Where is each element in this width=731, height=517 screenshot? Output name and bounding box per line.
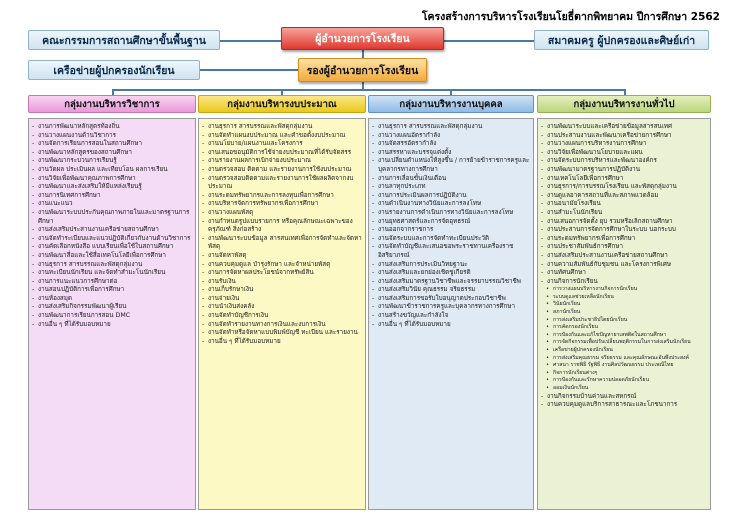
list-item: - งานส่งเสริมมาตรฐานวิชาชีพและจรรยาบรรณวิชาชีพ [372, 278, 530, 287]
list-item: - งานระดมทรัพยากรและการลงทุนเพื่อการศึกษา [202, 192, 362, 201]
list-item: - งานการแนะแนวการศึกษาต่อ [32, 278, 192, 287]
list-item: - งานรายงานการดำเนินการทางวินัยและการลงโทษ [372, 209, 530, 218]
list-item: - งานวัดผล ประเมินผล และเทียบโอน ผลการเรียน [32, 166, 192, 175]
list-item: - งานสำมะโนนักเรียน [541, 209, 707, 218]
list-item: - งานจัดระบบและการจัดทำทะเบียนประวัติ [372, 235, 530, 244]
list-item: - งานประสานงานและพัฒนาเครือข่ายการศึกษา [541, 132, 707, 141]
list-item: - งานนำเงินส่งคลัง [202, 303, 362, 312]
sub-list-item: • สภานักเรียน [541, 309, 707, 317]
list-item: - งานทัศนศึกษา [541, 269, 707, 278]
list-item: - งานควบคุมดูแล บำรุงรักษา และจำหน่ายพัสดุ [202, 261, 362, 270]
academic-group-list [28, 118, 196, 510]
list-item: - งานวิจัยเพื่อพัฒนาคุณภาพการศึกษา [32, 175, 192, 184]
list-item: - งานสร้างขวัญและกำลังใจ [372, 312, 530, 321]
budget-group-header: กลุ่มงานบริหารงบประมาณ [198, 95, 366, 113]
academic-group-header: กลุ่มงานบริหารวิชาการ [28, 95, 196, 113]
list-item: - งานอื่น ๆ ที่ได้รับมอบหมาย [202, 338, 362, 347]
list-item: - งานนโยบาย/แผนงานและโครงการ [202, 140, 362, 149]
sub-list-item: • วินัยนักเรียน [541, 301, 707, 309]
personnel-group-header: กลุ่มงานบริหารงานบุคคล [368, 95, 534, 113]
sub-list-item: • การส่งเสริมประชาธิปไตยนักเรียน [541, 317, 707, 325]
sub-list-item: • การคัดกรองนักเรียน [541, 324, 707, 332]
list-item: - งานส่งเสริมการขอรับใบอนุญาตประกอบวิชาชีพ [372, 295, 530, 304]
sub-list-item: • การจัดกิจกรรมเพื่อปรับเปลี่ยนพฤติกรรมในการส่งเสริมนักเรียน [541, 339, 707, 347]
connector-line [444, 40, 534, 42]
list-item: - งานเก็บรักษาเงิน [202, 286, 362, 295]
list-item: - งานพัฒนาข้าราชการครูและบุคลากรทางการศึกษา [372, 303, 530, 312]
list-item: - งานจัดทำระเบียบและแนวปฏิบัติเกี่ยวกับงานด้านวิชาการ [32, 235, 192, 244]
general-group-header: กลุ่มงานบริหารงานทั่วไป [537, 95, 711, 113]
association-box: สมาคมครู ผู้ปกครองและศิษย์เก่า [534, 30, 709, 50]
list-item: - งานธุรการ สารบรรณและพัสดุกลุ่มงาน [372, 123, 530, 132]
list-item: - งานเทคโนโลยีเพื่อการศึกษา [541, 175, 707, 184]
list-item: - งานควบคุมดูแลบริการสาธารณะและโภชนาการ [541, 401, 707, 410]
list-item: - งานพัฒนาหลักสูตรของสถานศึกษา [32, 149, 192, 158]
list-item: - งานดำเนินงานทางวินัยและการลงโทษ [372, 200, 530, 209]
list-item: - งานจัดทำรายงานทางการเงินและงบการเงิน [202, 321, 362, 330]
list-item: - งานพัฒนาการเรียนการสอน DMC [32, 312, 192, 321]
list-item: - งานพัฒนาและส่งเสริมให้มีแหล่งเรียนรู้ [32, 183, 192, 192]
list-item: - งานกิจการนักเรียน [541, 278, 707, 287]
list-item: - งานลาทุกประเภท [372, 183, 530, 192]
list-item: - งานส่งเสริมและยกย่องเชิดชูเกียรติ [372, 269, 530, 278]
list-item: - งานคัดเลือกหนังสือ แบบเรียนเพื่อใช้ในสถานศึกษา [32, 243, 192, 252]
list-item: - งานประสานการจัดการศึกษาในระบบ นอกระบบ [541, 226, 707, 235]
list-item: - งานส่งเสริมประสานงานเครือข่ายสถานศึกษา [32, 226, 192, 235]
list-item: - งานทะเบียนนักเรียน และจัดทำสำมะโนนักเรียน [32, 269, 192, 278]
list-item: - งานวางแผนอัตรากำลัง [372, 132, 530, 141]
list-item: - งานส่งเสริมกิจกรรมพัฒนาผู้เรียน [32, 303, 192, 312]
list-item: - งานธุรการ สารบรรณและพัสดุกลุ่มงาน [202, 123, 362, 132]
personnel-group-list [368, 118, 534, 510]
budget-group-list [198, 118, 366, 510]
connector-line [200, 69, 298, 71]
chart-title: โครงสร้างการบริหารโรงเรียนโยธี่ตากพิทยาคม ปีการศึกษา 2562 [421, 11, 720, 23]
list-item: - งานจัดทำบัญชีและเสนอขอพระราชทานเครื่องราชอิสริยาภรณ์ [372, 243, 530, 260]
list-item: - งานยุทธศาสตร์และการจัดอุทธรณ์ [372, 218, 530, 227]
director-box: ผู้อำนวยการโรงเรียน [281, 27, 444, 50]
list-item: - งานจัดหาพัสดุ [202, 252, 362, 261]
connector-line [220, 40, 281, 42]
list-item: - งานวางแผนการบริหารงานการศึกษา [541, 140, 707, 149]
list-item: - งานธุรการ/การบรรณโรงเรียน และพัสดุกลุ่มงาน [541, 183, 707, 192]
list-item: - งานดูแลอาคารสถานที่และสภาพแวดล้อม [541, 192, 707, 201]
list-item: - งานสรรหาและบรรจุแต่งตั้ง [372, 149, 530, 158]
list-item: - งานจัดการเรียนการสอนในสถานศึกษา [32, 140, 192, 149]
list-item: - งานออกจากราชการ [372, 226, 530, 235]
sub-list-item: • การป้องกันและรักษาความปลอดภัยนักเรียน [541, 377, 707, 385]
list-item: - งานสอนปฏิบัติการเพื่อการศึกษา [32, 286, 192, 295]
list-item: - งานส่งเสริมการประเมินวิทยฐานะ [372, 261, 530, 270]
list-item: - งานจัดระบบการบริหารและพัฒนาองค์กร [541, 157, 707, 166]
list-item: - งานห้องสมุด [32, 295, 192, 304]
sub-list-item: • การวางแผนบริหารงานกิจการนักเรียน [541, 286, 707, 294]
list-item: - งานการเลื่อนขั้นเงินเดือน [372, 175, 530, 184]
list-item: - งานรับเงิน [202, 278, 362, 287]
list-item: - งานพัฒนาระบบและเครือข่ายข้อมูลสารสนเทศ [541, 123, 707, 132]
general-group-list [537, 118, 711, 510]
list-item: - งานส่งเสริมวินัย คุณธรรม จริยธรรม [372, 286, 530, 295]
list-item: - งานการประเมินผลการปฏิบัติงาน [372, 192, 530, 201]
list-item: - งานจัดทำหรือจัดหาแบบพิมพ์บัญชี ทะเบียน และรายงาน [202, 329, 362, 338]
list-item: - งานการจัดหาผลประโยชน์จากทรัพย์สิน [202, 269, 362, 278]
list-item: - งานเสนอขอนุมัติการใช้จ่ายงบประมาณที่ได้รับจัดสรร [202, 149, 362, 158]
list-item: - งานประชาสัมพันธ์การศึกษา [541, 243, 707, 252]
list-item: - งานตรวจสอบติดตามและรายงานการใช้ผลผลิตจากงบประมาณ [202, 175, 362, 192]
parent-network-box: เครือข่ายผู้ปกครองนักเรียน [28, 60, 200, 80]
sub-list-item: • ระบบดูแลช่วยเหลือนักเรียน [541, 294, 707, 302]
list-item: - งานบริหารจัดการทรัพยากรเพื่อการศึกษา [202, 200, 362, 209]
list-item: - งานจัดทำบัญชีการเงิน [202, 312, 362, 321]
sub-list-item: • ออมเงินนักเรียน [541, 385, 707, 393]
sub-list-item: • กิจการนักเรียนต่างๆ [541, 370, 707, 378]
list-item: - งานกำหนดรูปแบบรายการ หรือคุณลักษณะเฉพาะของครุภัณฑ์ สิ่งก่อสร้าง [202, 218, 362, 235]
list-item: - งานการพัฒนาหลักสูตรท้องถิ่น [32, 123, 192, 132]
list-item: - งานจ่ายเงิน [202, 295, 362, 304]
list-item: - งานวางแผนงานด้านวิชาการ [32, 132, 192, 141]
sub-list-item: • การส่งเสริมคุณธรรม จริยธรรม และคุณลักษณะอันพึงประสงค์ [541, 355, 707, 363]
connector-line [112, 89, 624, 91]
list-item: - งานความสัมพันธ์กับชุมชน และโครงการพิเศษ [541, 261, 707, 270]
list-item: - งานแนะแนว [32, 200, 192, 209]
school-board-box: คณะกรรมการสถานศึกษาขั้นพื้นฐาน [28, 30, 220, 50]
sub-list-item: • ศาสนา ราชพิธี รัฐพิธี งานศิลปวัฒนธรรม ประเพณีไทย [541, 362, 707, 370]
list-item: - งานเปลี่ยนตำแหน่งให้สูงขึ้น / การย้ายข้าราชการครูและบุคลากรทางการศึกษา [372, 157, 530, 174]
list-item: - งานส่งเสริมประสานงานเครือข่ายสถานศึกษา [541, 252, 707, 261]
list-item: - งานการนิเทศการศึกษา [32, 192, 192, 201]
list-item: - งานรายงานผลการเบิกจ่ายงบประมาณ [202, 157, 362, 166]
sub-list-item: • เครือข่ายผู้ปกครองนักเรียน [541, 347, 707, 355]
list-item: - งานพัฒนาระบบข้อมูล สารสนเทศเพื่อการจัดทำและจัดหาพัสดุ [202, 235, 362, 252]
sub-list-item: • การป้องกันและแก้ไขปัญหายาเสพติดในสถานศึกษา [541, 332, 707, 340]
list-item: - งานอื่น ๆ ที่ได้รับมอบหมาย [372, 321, 530, 330]
list-item: - งานจัดสรรอัตรากำลัง [372, 140, 530, 149]
list-item: - งานอื่น ๆ ที่ได้รับมอบหมาย [32, 321, 192, 330]
list-item: - งานพัฒนาสื่อและใช้สื่อเทคโนโลยีเพื่อการศึกษา [32, 252, 192, 261]
list-item: - งานเสนอการจัดตั้ง ยุบ รวมหรือเลิกสถานศึกษา [541, 218, 707, 227]
list-item: - งานพัฒนาระบบประกันคุณภาพภายในและมาตรฐานการศึกษา [32, 209, 192, 226]
list-item: - งานจัดทำแผนงบประมาณ และคำขอตั้งงบประมาณ [202, 132, 362, 141]
list-item: - งานกิจกรรมบ้านค่านและสหกรณ์ [541, 393, 707, 402]
list-item: - งานระดมทรัพยากรเพื่อการศึกษา [541, 235, 707, 244]
list-item: - งานพัฒนามาตรฐานการปฏิบัติงาน [541, 166, 707, 175]
list-item: - งานพัฒนากระบวนการเรียนรู้ [32, 157, 192, 166]
list-item: - งานตรวจสอบ ติดตาม และรายงานการใช้งบประมาณ [202, 166, 362, 175]
list-item: - งานธุรการ สารบรรณและพัสดุกลุ่มงาน [32, 261, 192, 270]
deputy-director-box: รองผู้อำนวยการโรงเรียน [298, 58, 427, 82]
list-item: - งานวางแผนพัสดุ [202, 209, 362, 218]
list-item: - งานอนามัยโรงเรียน [541, 200, 707, 209]
list-item: - งานวิจัยเพื่อพัฒนานโยบายและแผน [541, 149, 707, 158]
